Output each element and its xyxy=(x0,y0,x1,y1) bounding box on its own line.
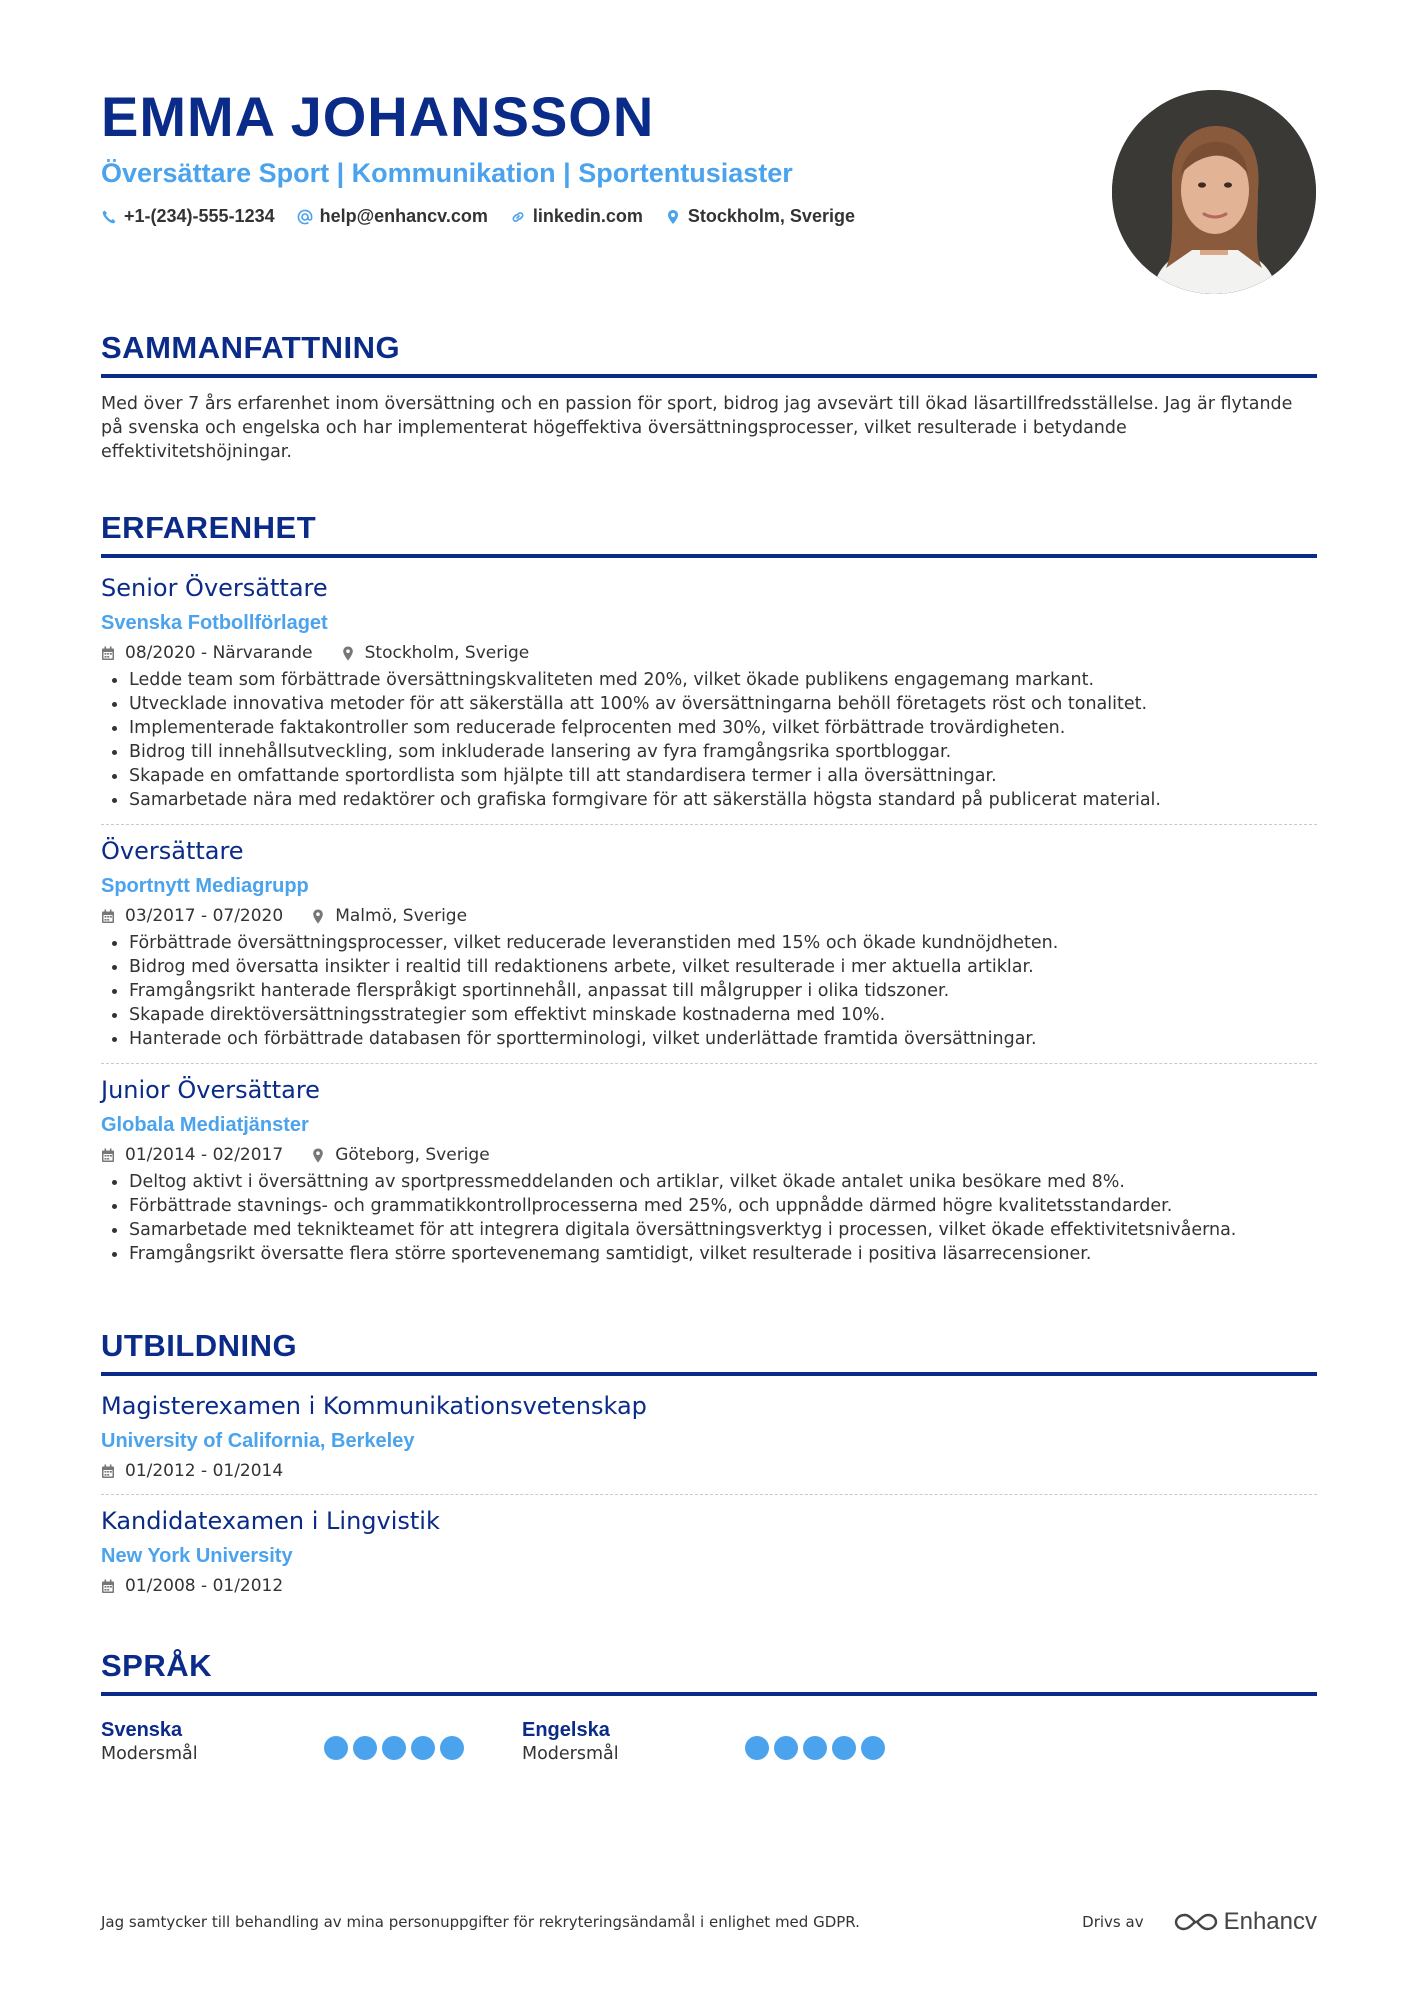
education-entry xyxy=(101,1390,1317,1482)
language-level: Modersmål xyxy=(522,1744,619,1764)
entry-separator xyxy=(101,1494,1317,1495)
job-dates xyxy=(101,1144,283,1166)
linkedin-text: linkedin.com xyxy=(532,206,643,226)
brand-logo[interactable] xyxy=(1174,1908,1317,1936)
job-dates xyxy=(101,642,313,664)
phone-icon xyxy=(101,209,117,225)
location-text: Stockholm, Sverige xyxy=(364,643,530,663)
language-rating xyxy=(324,1730,469,1766)
achievement-item: Samarbetade med teknikteamet för att integrera digitala översättningsverktyg i processen, vilket ökade effektivitetsnivåerna. xyxy=(101,1218,1317,1242)
section-divider xyxy=(101,554,1317,558)
achievement-item: Ledde team som förbättrade översättningskvaliteten med 20%, vilket ökade publikens engagemang markant. xyxy=(101,668,1317,692)
job-dates xyxy=(101,905,283,927)
degree-title: Magisterexamen i Kommunikationsvetenskap xyxy=(101,1392,647,1420)
language-item xyxy=(101,1718,522,1766)
phone-text: +1-(234)-555-1234 xyxy=(124,206,275,226)
location-pin-icon xyxy=(311,909,325,924)
achievement-item: Skapade direktöversättningsstrategier som effektivt minskade kostnaderna med 10%. xyxy=(101,1003,1317,1027)
achievement-item: Deltog aktivt i översättning av sportpressmeddelanden och artiklar, vilket ökade antalet unika besökare med 8%. xyxy=(101,1170,1317,1194)
language-text xyxy=(522,1718,745,1766)
job-meta xyxy=(101,1144,1317,1166)
calendar-icon xyxy=(101,1148,115,1163)
achievement-item: Skapade en omfattande sportordlista som hjälpte till att standardisera termer i alla översättningar. xyxy=(101,764,1317,788)
language-name: Engelska xyxy=(522,1719,610,1741)
experience-entry xyxy=(101,835,1317,1051)
company-name: Svenska Fotbollförlaget xyxy=(101,612,328,634)
school-name: University of California, Berkeley xyxy=(101,1430,415,1452)
section-divider xyxy=(101,374,1317,378)
gdpr-consent: Jag samtycker till behandling av mina personuppgifter för rekryteringsändamål i enlighet med GDPR. xyxy=(101,1913,860,1931)
job-title: Senior Översättare xyxy=(101,574,328,602)
dates-text: 08/2020 - Närvarande xyxy=(125,643,313,663)
location-text: Malmö, Sverige xyxy=(335,906,468,926)
dates-text: 03/2017 - 07/2020 xyxy=(125,906,284,926)
calendar-icon xyxy=(101,646,115,661)
degree-title: Kandidatexamen i Lingvistik xyxy=(101,1507,440,1535)
rating-dot xyxy=(774,1736,798,1760)
dates-text: 01/2012 - 01/2014 xyxy=(125,1461,284,1481)
company-name: Globala Mediatjänster xyxy=(101,1114,309,1136)
rating-dot xyxy=(832,1736,856,1760)
job-location xyxy=(341,642,530,664)
contact-email[interactable] xyxy=(297,206,488,227)
calendar-icon xyxy=(101,1579,115,1594)
summary-section xyxy=(101,328,1317,464)
experience-heading: ERFARENHET xyxy=(101,510,317,545)
language-text xyxy=(101,1718,324,1766)
rating-dot xyxy=(745,1736,769,1760)
entry-separator xyxy=(101,1063,1317,1064)
experience-section xyxy=(101,508,1317,1266)
job-location xyxy=(311,905,467,927)
achievement-item: Implementerade faktakontroller som reducerade felprocenten med 30%, vilket förbättrade trovärdigheten. xyxy=(101,716,1317,740)
rating-dot xyxy=(861,1736,885,1760)
achievement-item: Hanterade och förbättrade databasen för sportterminologi, vilket underlättade framtida översättningar. xyxy=(101,1027,1317,1051)
resume-header xyxy=(101,84,1101,227)
achievement-item: Bidrog med översatta insikter i realtid till redaktionens arbete, vilket resulterade i mer aktuella artiklar. xyxy=(101,955,1317,979)
contact-location xyxy=(665,206,855,227)
experience-entry xyxy=(101,572,1317,812)
contact-linkedin[interactable] xyxy=(510,206,643,227)
rating-dot xyxy=(353,1736,377,1760)
language-level: Modersmål xyxy=(101,1744,198,1764)
languages-section xyxy=(101,1646,1317,1766)
section-divider xyxy=(101,1372,1317,1376)
at-icon xyxy=(297,209,313,225)
education-meta xyxy=(101,1575,1317,1597)
rating-dot xyxy=(803,1736,827,1760)
location-pin-icon xyxy=(311,1148,325,1163)
entry-separator xyxy=(101,824,1317,825)
summary-text: Med över 7 års erfarenhet inom översättning och en passion för sport, bidrog jag avsevärt till ökad läsartillfredsställelse. Jag är flytande på svenska och engelska och har implementerat högeffektiva översättningsprocesser, vilket resulterade i betydande effektivitetshöjningar. xyxy=(101,394,1293,462)
experience-entry xyxy=(101,1074,1317,1266)
company-name: Sportnytt Mediagrupp xyxy=(101,875,309,897)
candidate-name: EMMA JOHANSSON xyxy=(101,85,655,148)
achievement-item: Framgångsrikt hanterade flerspråkigt sportinnehåll, anpassat till målgrupper i olika tidszoner. xyxy=(101,979,1317,1003)
rating-dot xyxy=(382,1736,406,1760)
education-heading: UTBILDNING xyxy=(101,1328,298,1363)
achievement-item: Framgångsrikt översatte flera större sportevenemang samtidigt, vilket resulterade i positiva läsarrecensioner. xyxy=(101,1242,1317,1266)
location-text: Göteborg, Sverige xyxy=(335,1145,490,1165)
rating-dot xyxy=(440,1736,464,1760)
rating-dot xyxy=(324,1736,348,1760)
section-divider xyxy=(101,1692,1317,1696)
dates-text: 01/2014 - 02/2017 xyxy=(125,1145,284,1165)
location-pin-icon xyxy=(665,209,681,225)
achievement-list xyxy=(101,1170,1317,1266)
language-item xyxy=(522,1718,943,1766)
dates-text: 01/2008 - 01/2012 xyxy=(125,1576,284,1596)
job-meta xyxy=(101,642,1317,664)
profile-photo xyxy=(1112,90,1316,294)
link-icon xyxy=(510,209,526,225)
calendar-icon xyxy=(101,1464,115,1479)
achievement-list xyxy=(101,931,1317,1051)
language-list xyxy=(101,1718,1317,1766)
language-rating xyxy=(745,1730,890,1766)
candidate-tagline: Översättare Sport | Kommunikation | Sportentusiaster xyxy=(101,158,793,188)
education-dates xyxy=(101,1460,283,1482)
achievement-item: Bidrog till innehållsutveckling, som inkluderade lansering av fyra framgångsrika sportbloggar. xyxy=(101,740,1317,764)
achievement-item: Förbättrade översättningsprocesser, vilket reducerade leveranstiden med 15% och ökade kundnöjdheten. xyxy=(101,931,1317,955)
job-location xyxy=(311,1144,489,1166)
achievement-list xyxy=(101,668,1317,812)
achievement-item: Förbättrade stavnings- och grammatikkontrollprocesserna med 25%, och uppnådde därmed högre kvalitetsstandarder. xyxy=(101,1194,1317,1218)
job-title: Junior Översättare xyxy=(101,1076,320,1104)
summary-heading: SAMMANFATTNING xyxy=(101,330,401,365)
calendar-icon xyxy=(101,909,115,924)
job-meta xyxy=(101,905,1317,927)
contact-list xyxy=(101,206,1101,227)
location-pin-icon xyxy=(341,646,355,661)
language-name: Svenska xyxy=(101,1719,183,1741)
education-section xyxy=(101,1326,1317,1597)
rating-dot xyxy=(411,1736,435,1760)
education-meta xyxy=(101,1460,1317,1482)
job-title: Översättare xyxy=(101,837,244,865)
email-text: help@enhancv.com xyxy=(319,206,488,226)
page-footer xyxy=(101,1908,1317,1936)
education-entry xyxy=(101,1505,1317,1597)
contact-phone[interactable] xyxy=(101,206,275,227)
achievement-item: Utvecklade innovativa metoder för att säkerställa att 100% av översättningarna behöll företagets röst och tonalitet. xyxy=(101,692,1317,716)
languages-heading: SPRÅK xyxy=(101,1648,213,1683)
infinity-icon xyxy=(1174,1911,1218,1933)
achievement-item: Samarbetade nära med redaktörer och grafiska formgivare för att säkerställa högsta standard på publicerat material. xyxy=(101,788,1317,812)
school-name: New York University xyxy=(101,1545,293,1567)
powered-by-label: Drivs av xyxy=(1082,1913,1144,1931)
education-dates xyxy=(101,1575,283,1597)
location-text: Stockholm, Sverige xyxy=(687,206,855,226)
brand-name: Enhancv xyxy=(1223,1908,1317,1935)
